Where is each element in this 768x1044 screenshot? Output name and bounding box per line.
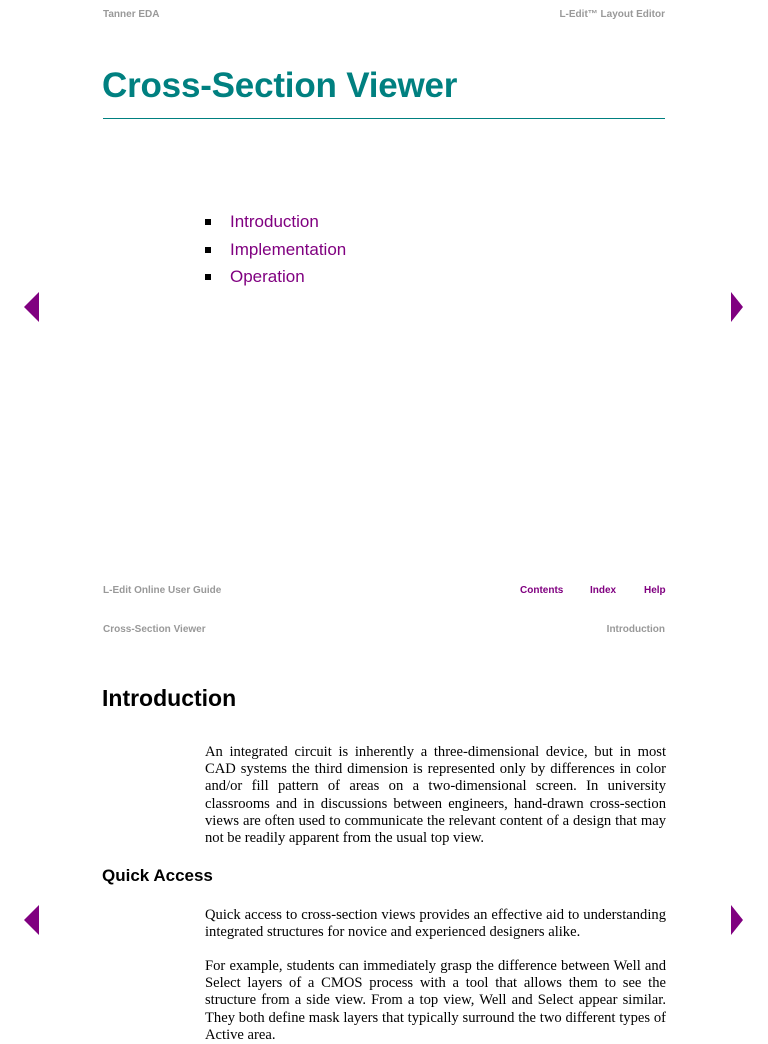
contents-link[interactable]: Contents	[520, 585, 564, 596]
toc-item	[205, 240, 505, 268]
running-header-right: L-Edit™ Layout Editor	[559, 9, 665, 20]
toc-link-implementation[interactable]: Implementation	[230, 239, 347, 259]
footer-guide-title: L-Edit Online User Guide	[103, 585, 222, 596]
square-bullet-icon	[205, 219, 211, 225]
next-page-arrow-icon[interactable]	[731, 905, 743, 935]
toc-link-operation[interactable]: Operation	[230, 267, 305, 286]
running-header-left: Cross-Section Viewer	[103, 624, 206, 635]
quick-access-paragraph-1: Quick access to cross-section views provides an effective aid to understanding integrated structures for novice and experienced designers alike.	[205, 907, 666, 941]
prev-page-arrow-icon[interactable]	[24, 292, 39, 322]
prev-page-arrow-icon[interactable]	[24, 905, 39, 935]
toc-item	[205, 212, 505, 240]
toc-item	[205, 267, 505, 295]
quick-access-paragraph-2: For example, students can immediately grasp the difference between Well and Select layers of a CMOS process with a tool that allows them to see the structure from a side view. From a top view, Well and Select appear similar. They both define mask layers that typically surround the two different types of Active area.	[205, 958, 666, 1043]
toc-list	[205, 212, 505, 295]
title-rule	[103, 118, 665, 119]
next-page-arrow-icon[interactable]	[731, 292, 743, 322]
section-heading: Introduction	[102, 685, 237, 711]
subsection-heading: Quick Access	[102, 866, 213, 885]
index-link[interactable]: Index	[590, 585, 617, 596]
square-bullet-icon	[205, 247, 211, 253]
intro-paragraph: An integrated circuit is inherently a three-dimensional device, but in most CAD systems the third dimension is represented only by differences in color and/or fill pattern of areas on a two-dimensional screen. In university classrooms and in discussions between engineers, hand-drawn cross-section views are often used to communicate the relevant content of a design that may not be readily apparent from the usual top view.	[205, 744, 666, 847]
running-header-left: Tanner EDA	[103, 9, 160, 20]
toc-link-introduction[interactable]: Introduction	[230, 212, 319, 231]
square-bullet-icon	[205, 274, 211, 280]
page-title: Cross-Section Viewer	[102, 66, 458, 105]
running-header-right: Introduction	[606, 624, 665, 635]
help-link[interactable]: Help	[644, 585, 666, 596]
